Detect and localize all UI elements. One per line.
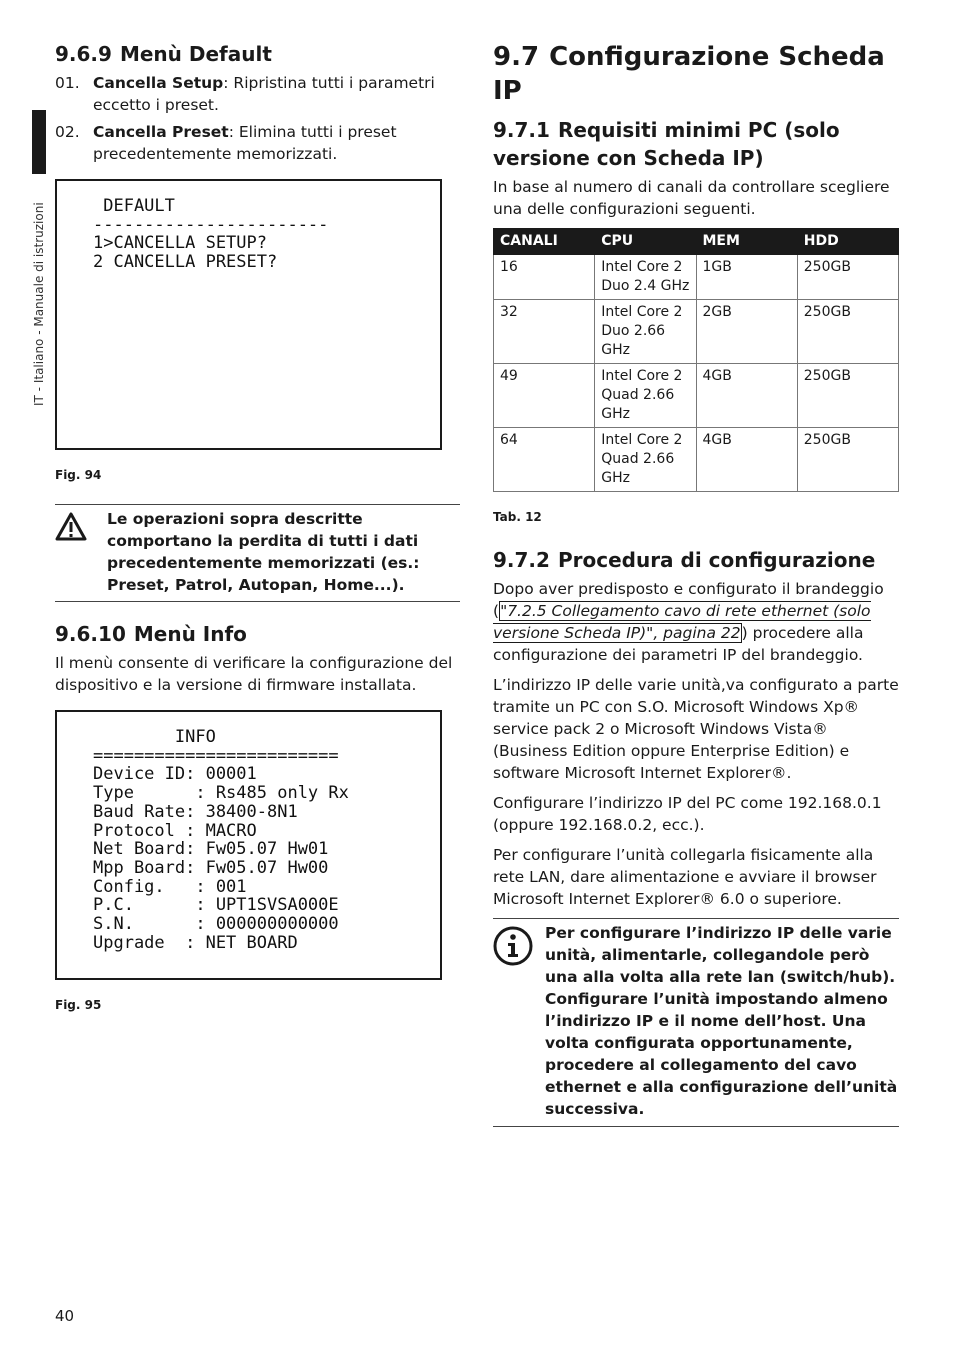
table-cell: 250GB bbox=[797, 428, 898, 492]
table-header-row bbox=[494, 229, 899, 255]
table-cell: 2GB bbox=[696, 300, 797, 364]
heading-9-7-1 bbox=[493, 116, 899, 172]
procedure-paragraph: Configurare l’indirizzo IP del PC come 192.168.0.1 (oppure 192.168.0.2, ecc.). bbox=[493, 794, 882, 834]
table-cell: 1GB bbox=[696, 255, 797, 300]
list-term: Cancella Preset bbox=[93, 123, 229, 141]
procedure-paragraph: L’indirizzo IP delle varie unità,va configurato a parte tramite un PC con S.O. Microsoft Windows Xp® service pack 2 o Microsoft Windows Vista® (Business Edition oppure Enterprise Edition) e software Microsoft Internet Explorer®. bbox=[493, 676, 899, 782]
info-description: Il menù consente di verificare la configurazione del dispositivo e la versione di firmware installata. bbox=[55, 654, 453, 694]
table-cell: Intel Core 2 Duo 2.4 GHz bbox=[595, 255, 696, 300]
list-number: 01. bbox=[55, 74, 80, 92]
list-term: Cancella Setup bbox=[93, 74, 224, 92]
table-cell: Intel Core 2 Duo 2.66 GHz bbox=[595, 300, 696, 364]
heading-9-6-10 bbox=[55, 620, 460, 648]
table-cell: Intel Core 2 Quad 2.66 GHz bbox=[595, 364, 696, 428]
list-desc: : Elimina tutti i preset precedentemente memorizzati. bbox=[93, 123, 397, 163]
list-number: 02. bbox=[55, 123, 80, 141]
figure-caption: Fig. 94 bbox=[55, 468, 102, 482]
table-cell: 250GB bbox=[797, 255, 898, 300]
heading-number: 9.7.1 bbox=[493, 118, 550, 142]
requirements-description: In base al numero di canali da controllare scegliere una delle configurazioni seguenti. bbox=[493, 178, 890, 218]
table-cell: Intel Core 2 Quad 2.66 GHz bbox=[595, 428, 696, 492]
list-item bbox=[55, 121, 460, 165]
procedure-paragraph: Per configurare l’unità collegarla fisicamente alla rete LAN, dare alimentazione e avviare il browser Microsoft Internet Explorer® 6.0 o superiore. bbox=[493, 846, 877, 908]
column-header: CANALI bbox=[494, 229, 595, 255]
list-desc: : Ripristina tutti i parametri eccetto i preset. bbox=[93, 74, 435, 114]
paragraph-text: Dopo aver predisposto e configurato il brandeggio ( bbox=[493, 580, 884, 620]
procedure-paragraph bbox=[493, 578, 899, 666]
info-note-box bbox=[493, 918, 899, 1127]
page-number: 40 bbox=[55, 1307, 75, 1325]
list-item bbox=[55, 72, 460, 116]
table-row bbox=[494, 364, 899, 428]
section-tab-marker bbox=[32, 110, 46, 174]
heading-title: Menù Info bbox=[133, 622, 247, 646]
heading-9-7 bbox=[493, 40, 899, 108]
table-cell: 250GB bbox=[797, 300, 898, 364]
heading-9-7-2 bbox=[493, 546, 899, 574]
heading-number: 9.6.9 bbox=[55, 42, 112, 66]
warning-box bbox=[55, 504, 460, 602]
default-menu-screen: DEFAULT ----------------------- 1>CANCELLA SETUP? 2 CANCELLA PRESET? bbox=[55, 179, 442, 450]
table-cell: 32 bbox=[494, 300, 595, 364]
cross-reference-link[interactable]: "7.2.5 Collegamento cavo di rete ethernet (solo versione Scheda IP)", pagina 22 bbox=[493, 602, 871, 642]
info-icon bbox=[493, 922, 545, 1120]
left-column bbox=[55, 40, 460, 1034]
column-header: CPU bbox=[595, 229, 696, 255]
list-text bbox=[93, 121, 460, 165]
column-header: MEM bbox=[696, 229, 797, 255]
table-cell: 4GB bbox=[696, 364, 797, 428]
requirements-table bbox=[493, 228, 899, 492]
info-menu-screen: INFO ======================== Device ID: 00001 Type : Rs485 only Rx Baud Rate: 38400-8N1 Protocol : MACRO Net Board: Fw05.07 Hw01 Mpp Board: Fw05.07 Hw00 Config. : 001 P.C. : UPT1SVSA000E S.N. : 000000000000 Upgrade : NET BOARD bbox=[55, 710, 442, 980]
heading-title: Requisiti minimi PC (solo versione con Scheda IP) bbox=[493, 118, 840, 170]
heading-title: Procedura di configurazione bbox=[557, 548, 876, 572]
warning-icon bbox=[55, 508, 107, 596]
heading-number: 9.6.10 bbox=[55, 622, 126, 646]
list-text bbox=[93, 72, 460, 116]
paragraph-text: ) procedere alla configurazione dei parametri IP del brandeggio. bbox=[493, 624, 864, 664]
table-row bbox=[494, 300, 899, 364]
side-label: IT - Italiano - Manuale di istruzioni bbox=[32, 202, 46, 406]
info-note-text: Per configurare l’indirizzo IP delle varie unità, alimentarle, collegandole però una alla volta alla rete lan (switch/hub). Configurare l’unità impostando almeno l’indirizzo IP e il nome dell’host. Una volta configurata opportunamente, procedere al collegamento del cavo ethernet e alla configurazione dell’unità successiva. bbox=[545, 924, 898, 1118]
table-cell: 16 bbox=[494, 255, 595, 300]
right-column bbox=[493, 40, 899, 1127]
table-row bbox=[494, 428, 899, 492]
figure-caption: Fig. 95 bbox=[55, 998, 102, 1012]
heading-number: 9.7 bbox=[493, 42, 540, 72]
heading-title: Menù Default bbox=[119, 42, 272, 66]
heading-title: Configurazione Scheda IP bbox=[493, 42, 885, 106]
table-cell: 250GB bbox=[797, 364, 898, 428]
column-header: HDD bbox=[797, 229, 898, 255]
table-caption: Tab. 12 bbox=[493, 510, 542, 524]
warning-text: Le operazioni sopra descritte comportano la perdita di tutti i dati precedentemente memorizzati (es.: Preset, Patrol, Autopan, Home...). bbox=[107, 510, 420, 594]
heading-number: 9.7.2 bbox=[493, 548, 550, 572]
table-cell: 49 bbox=[494, 364, 595, 428]
heading-9-6-9 bbox=[55, 40, 460, 68]
table-cell: 64 bbox=[494, 428, 595, 492]
table-cell: 4GB bbox=[696, 428, 797, 492]
table-row bbox=[494, 255, 899, 300]
